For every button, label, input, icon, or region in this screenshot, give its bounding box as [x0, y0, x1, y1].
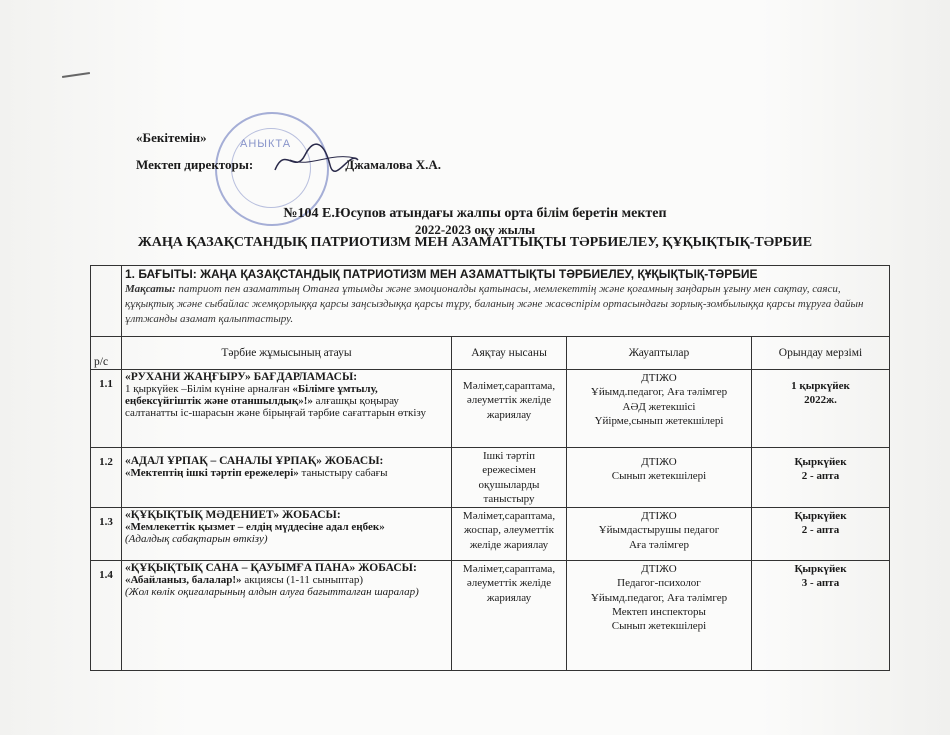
responsible-item: Үйірме,сынып жетекшілері: [594, 414, 724, 427]
approval-label: «Бекітемін»: [136, 130, 207, 145]
table-row: [91, 508, 890, 561]
activity-cell: [122, 508, 452, 561]
activity-title: «ҚҰҚЫҚТЫҚ САНА – ҚАУЫМҒА ПАНА» ЖОБАСЫ:: [125, 562, 417, 575]
responsible-item: Ұйымд.педагог, Аға тәлімгер: [590, 386, 728, 399]
activity-title: «АДАЛ ҰРПАҚ – САНАЛЫ ҰРПАҚ» ЖОБАСЫ:: [125, 455, 384, 467]
pen-mark: [62, 72, 90, 78]
activity-note: (Адалдық сабақтарын өткізу): [125, 533, 268, 546]
activity-cell: [122, 561, 452, 671]
responsible-item: Сынып жетекшілері: [611, 470, 707, 483]
form-text: Мәлімет,сараптама, әлеуметтік желіде жариялау: [462, 380, 556, 421]
activity-cell: [122, 370, 452, 448]
deadline-cell: [752, 448, 890, 508]
deadline-cell: [752, 561, 890, 671]
empty-cell: [91, 266, 122, 337]
deadline-line: Қыркүйек: [794, 456, 847, 468]
responsible-item: Педагог-психолог: [617, 577, 701, 590]
deadline-line: Қыркүйек: [794, 563, 847, 576]
col-name-header: Тәрбие жұмысының атауы: [122, 337, 452, 370]
responsible-cell: [567, 370, 752, 448]
activity-desc: [125, 467, 448, 479]
form-text: Мәлімет,сараптама, жоспар, әлеуметтік желіде жариялау: [462, 510, 556, 551]
col-responsible-header: Жауаптылар: [567, 337, 752, 370]
form-text: Ішкі тәртіп ережесімен оқушыларды таныстыру: [478, 450, 540, 505]
direction-title: 1. БАҒЫТЫ: ЖАҢА ҚАЗАҚСТАНДЫҚ ПАТРИОТИЗМ МЕН АЗАМАТТЫҚТЫ ТӘРБИЕЛЕУ, ҚҰҚЫҚТЫҚ-ТӘРБИЕ: [125, 267, 758, 281]
desc-text: акциясы (1-11 сыныптар): [241, 574, 363, 587]
row-number: 1.3: [91, 508, 122, 561]
form-cell: [452, 448, 567, 508]
director-line: [136, 157, 441, 173]
desc-bold: «Білімге ұмтылу, еңбексүйгіштік және отаншылдық»!»: [125, 383, 378, 407]
activity-desc: «Мемлекеттік қызмет – елдің мүддесіне адал еңбек»: [125, 521, 385, 534]
activity-title: «ҚҰҚЫҚТЫҚ МӘДЕНИЕТ» ЖОБАСЫ:: [125, 509, 341, 522]
desc-text: таныстыру сабағы: [298, 467, 388, 479]
document-title: ЖАҢА ҚАЗАҚСТАНДЫҚ ПАТРИОТИЗМ МЕН АЗАМАТТЫҚТЫ ТӘРБИЕЛЕУ, ҚҰҚЫҚТЫҚ-ТӘРБИЕ: [137, 235, 813, 250]
col-deadline-header: Орындау мерзімі: [752, 337, 890, 370]
responsible-cell: [567, 448, 752, 508]
form-cell: [452, 561, 567, 671]
desc-bold: «Мектептің ішкі тәртіп ережелері»: [125, 467, 299, 479]
table-row: [91, 448, 890, 508]
responsible-item: Ұйымдастырушы педагог: [598, 524, 720, 537]
plan-table: [90, 265, 890, 671]
form-text: Мәлімет,сараптама, әлеуметтік желіде жариялау: [462, 563, 556, 604]
goal-text: патриот пен азаматтың Отанға ұтымды және эмоционалды қатынасы, мемлекеттің және қоғамның заңдарын ұғыну мен сақтау, саяси, құқықтық және сыбайлас жемқорлыққа қарсы заңсыздыққа қарсы тұру, баланың және жасөспірім ортасындағы зорлық-зомбылыққа қарсы тұруға дайын ұлтжанды азамат қалыптастыру.: [125, 283, 864, 325]
activity-desc: [125, 383, 448, 419]
deadline-line: 3 - апта: [801, 577, 840, 590]
activity-cell: [122, 448, 452, 508]
row-number: 1.1: [91, 370, 122, 448]
form-cell: [452, 508, 567, 561]
responsible-item: Мектеп инспекторы: [612, 606, 706, 619]
desc-bold: «Абайланыз, балалар!»: [125, 574, 242, 587]
responsible-item: ДТІЖО: [641, 563, 677, 576]
direction-row: [91, 266, 890, 337]
form-cell: [452, 370, 567, 448]
header-row: [91, 337, 890, 370]
activity-note: (Жол көлік оқиғаларының алдын алуға бағытталған шаралар): [125, 586, 419, 599]
responsible-item: Аға тәлімгер: [628, 538, 690, 551]
responsible-item: АӘД жетекшісі: [622, 400, 696, 413]
director-name: Джамалова Х.А.: [345, 157, 442, 172]
activity-title: «РУХАНИ ЖАҢҒЫРУ» БАҒДАРЛАМАСЫ:: [125, 371, 358, 383]
deadline-line: 2022ж.: [804, 394, 837, 407]
table-row: [91, 561, 890, 671]
stamp-text: АНЫКТА: [240, 138, 292, 150]
row-number: 1.4: [91, 561, 122, 671]
col-num-header: р/с: [91, 337, 122, 370]
desc-text: алғашқы қоңырау салтанатты іс-шарасын және бірыңғай тәрбие сағаттарын өткізу: [125, 395, 427, 419]
direction-goal: [125, 282, 886, 327]
table-row: [91, 370, 890, 448]
deadline-line: Қыркүйек: [794, 510, 847, 523]
deadline-line: 2 - апта: [801, 470, 840, 483]
responsible-cell: [567, 561, 752, 671]
responsible-item: ДТІЖО: [641, 510, 677, 523]
responsible-item: Ұйымд.педагог, Аға тәлімгер: [590, 591, 728, 604]
desc-text: 1 қыркүйек –Білім күніне арналған: [125, 383, 293, 395]
direction-cell: [122, 266, 890, 337]
deadline-line: 2 - апта: [801, 524, 840, 537]
deadline-cell: [752, 370, 890, 448]
responsible-item: ДТІЖО: [641, 372, 677, 384]
director-label: Мектеп директоры:: [136, 157, 254, 172]
responsible-item: ДТІЖО: [641, 456, 677, 468]
col-form-header: Аяқтау нысаны: [452, 337, 567, 370]
deadline-line: 1 қыркүйек: [791, 380, 850, 392]
responsible-item: Сынып жетекшілері: [611, 620, 707, 633]
academic-year: 2022-2023 оқу жылы: [414, 222, 536, 237]
goal-label: Мақсаты:: [125, 283, 176, 295]
school-name: №104 Е.Юсупов атындағы жалпы орта білім беретін мектеп: [283, 206, 667, 221]
activity-desc: [125, 574, 448, 586]
deadline-cell: [752, 508, 890, 561]
row-number: 1.2: [91, 448, 122, 508]
responsible-cell: [567, 508, 752, 561]
